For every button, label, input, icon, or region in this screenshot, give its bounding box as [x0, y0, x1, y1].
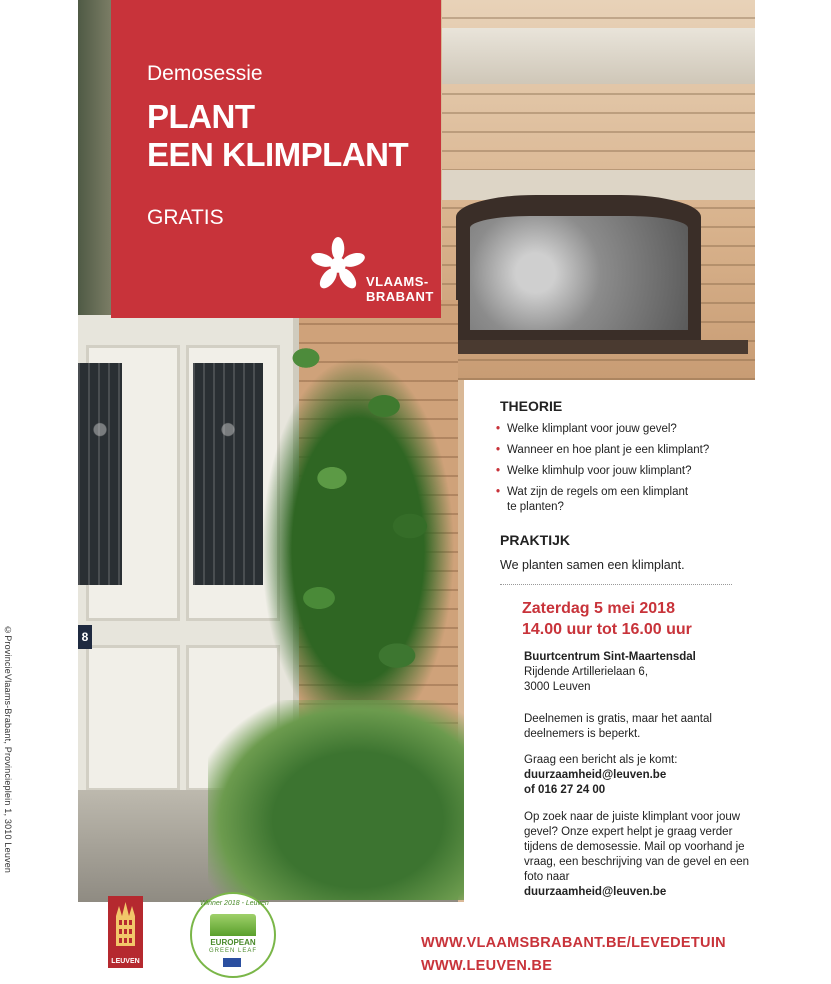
town-hall-icon [114, 902, 137, 946]
subtitle: Demosessie [147, 62, 263, 85]
leuven-label: LEUVEN [111, 958, 140, 965]
egl-line-1: EUROPEAN [210, 938, 256, 947]
event-date: Zaterdag 5 mei 2018 [522, 600, 675, 617]
praktijk-heading: PRAKTIJK [500, 532, 571, 548]
list-item: • Wat zijn de regels om een klimplant te planten? [496, 486, 689, 513]
contact-phone: of 016 27 24 00 [524, 784, 606, 796]
contact-intro: Graag een bericht als je komt: [524, 754, 678, 766]
bullet-icon: • [496, 486, 501, 498]
page-title [147, 98, 408, 174]
door-panel-lower-left [86, 645, 180, 791]
egl-line-2: GREEN LEAF [208, 948, 257, 954]
venue-name: Buurtcentrum Sint-Maartensdal [524, 651, 696, 663]
venue-city: 3000 Leuven [524, 681, 591, 693]
eu-flag-icon [223, 958, 241, 967]
contact-email[interactable]: duurzaamheid@leuven.be [524, 769, 667, 781]
bullet-icon: • [496, 423, 501, 435]
praktijk-text: We planten samen een klimplant. [500, 558, 685, 572]
city-skyline-icon [210, 914, 256, 936]
contact-info [524, 753, 754, 798]
door-glass-left [78, 363, 122, 585]
list-item: • Welke klimplant voor jouw gevel? [496, 423, 677, 435]
expert-info [524, 810, 750, 900]
website-link-leuven[interactable]: WWW.LEUVEN.BE [421, 958, 553, 974]
bullet-icon: • [496, 465, 501, 477]
gratis-label: GRATIS [147, 206, 224, 229]
title-line-1: PLANT [147, 98, 255, 135]
egl-winner-text: Winner 2018 - Leuven [200, 900, 269, 907]
foliage-left [78, 0, 112, 330]
info-panel [464, 380, 755, 902]
website-link-vlaamsbrabant[interactable]: WWW.VLAAMSBRABANT.BE/LEVEDETUIN [421, 935, 726, 951]
expert-email[interactable]: duurzaamheid@leuven.be [524, 886, 667, 898]
list-item: • Wanneer en hoe plant je een klimplant? [496, 444, 710, 456]
event-time: 14.00 uur tot 16.00 uur [522, 621, 692, 638]
dotted-divider [500, 584, 732, 585]
theorie-heading: THEORIE [500, 398, 563, 414]
house-number: 8 [78, 625, 92, 649]
event-datetime [522, 598, 692, 640]
logo-line-1: VLAAMS- [366, 274, 429, 289]
window-sill [448, 340, 748, 354]
european-green-leaf-logo [190, 892, 276, 978]
photo-credit: ©ProvincieVlaams-Brabant, Provincieplein 1, 3010 Leuven [3, 625, 13, 874]
window-glass [470, 216, 688, 330]
stone-ledge [442, 28, 755, 84]
event-location [524, 650, 696, 695]
logo-line-2: BRABANT [366, 289, 434, 304]
shrub [208, 700, 508, 900]
free-info: Deelnemen is gratis, maar het aantal deelnemers is beperkt. [524, 713, 712, 740]
list-item: • Welke klimhulp voor jouw klimplant? [496, 465, 692, 477]
expert-text: Op zoek naar de juiste klimplant voor jouw gevel? Onze expert helpt je graag verder tijdens de demosessie. Mail op voorhand je vraag, een beschrijving van de gevel en een foto naar [524, 811, 750, 883]
venue-street: Rijdende Artillerielaan 6, [524, 666, 649, 678]
bullet-icon: • [496, 444, 501, 456]
theorie-list [496, 422, 751, 521]
asterisk-logo-icon [309, 236, 367, 294]
leuven-logo [108, 896, 143, 968]
title-box [111, 0, 441, 318]
title-line-2: EEN KLIMPLANT [147, 136, 409, 173]
vlaams-brabant-logo [366, 274, 434, 304]
